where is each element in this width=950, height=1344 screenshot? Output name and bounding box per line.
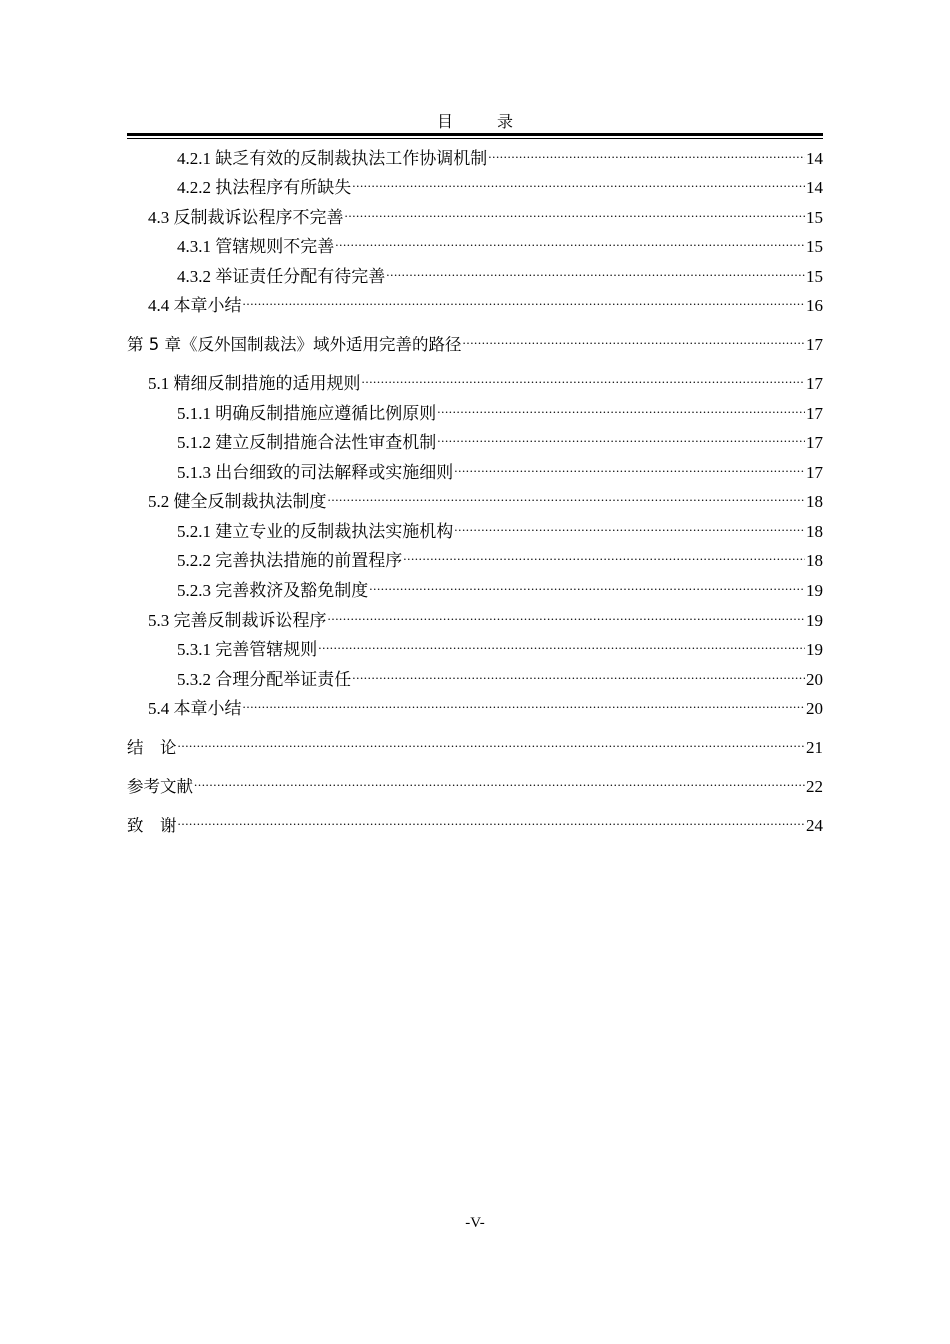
- toc-entry-page: 17: [806, 374, 823, 393]
- toc-entry-page: 24: [806, 816, 823, 835]
- toc-dot-leader: [488, 142, 805, 164]
- toc-dot-leader: [369, 574, 805, 596]
- toc-entry-title: 4.3.1 管辖规则不完善: [177, 237, 335, 256]
- toc-entry-page: 14: [806, 178, 823, 197]
- toc-dot-leader: [335, 230, 805, 252]
- toc-entry[interactable]: [127, 142, 823, 170]
- toc-dot-leader: [178, 731, 806, 753]
- toc-entry-title: 5.1.3 出台细致的司法解释或实施细则: [177, 463, 454, 482]
- page-header-title: 目 录: [436, 114, 527, 131]
- toc-dot-leader: [194, 770, 805, 792]
- toc-entry-page: 17: [806, 404, 823, 423]
- toc-entry[interactable]: [127, 809, 823, 837]
- toc-entry[interactable]: [127, 515, 823, 543]
- toc-entry-page: 18: [806, 522, 823, 541]
- toc-entry[interactable]: [127, 544, 823, 572]
- toc-entry-page: 20: [806, 670, 823, 689]
- table-of-contents: [127, 0, 823, 1344]
- toc-entry[interactable]: [127, 426, 823, 454]
- toc-entry[interactable]: [127, 731, 823, 759]
- toc-dot-leader: [437, 397, 805, 419]
- toc-entry-title: 5.2.2 完善执法措施的前置程序: [177, 551, 403, 570]
- toc-entry-title: 4.2.1 缺乏有效的反制裁执法工作协调机制: [177, 149, 488, 168]
- toc-entry-page: 15: [806, 208, 823, 227]
- toc-entry-page: 17: [806, 433, 823, 452]
- toc-dot-leader: [243, 692, 806, 714]
- toc-entry[interactable]: [127, 260, 823, 288]
- toc-entry[interactable]: [127, 663, 823, 691]
- toc-entry-title: 5.3.1 完善管辖规则: [177, 640, 318, 659]
- toc-entry-title: 4.3.2 举证责任分配有待完善: [177, 267, 386, 286]
- toc-entry-title: 4.3 反制裁诉讼程序不完善: [148, 208, 344, 227]
- toc-entry-title: 5.2.1 建立专业的反制裁执法实施机构: [177, 522, 454, 541]
- page-footer-number: -V-: [465, 1215, 485, 1231]
- toc-entry-title: 5.3.2 合理分配举证责任: [177, 670, 352, 689]
- toc-entry-page: 16: [806, 296, 823, 315]
- toc-dot-leader: [328, 604, 806, 626]
- toc-dot-leader: [328, 485, 806, 507]
- toc-entry[interactable]: [127, 692, 823, 720]
- toc-entry-page: 22: [806, 777, 823, 796]
- toc-dot-leader: [318, 633, 805, 655]
- toc-entry[interactable]: [127, 230, 823, 258]
- toc-entry-page: 14: [806, 149, 823, 168]
- toc-entry-page: 21: [806, 738, 823, 757]
- toc-entry-page: 20: [806, 699, 823, 718]
- toc-dot-leader: [463, 328, 806, 350]
- toc-entry[interactable]: [127, 604, 823, 632]
- toc-dot-leader: [352, 663, 805, 685]
- toc-entry-page: 15: [806, 237, 823, 256]
- toc-entry[interactable]: [127, 456, 823, 484]
- toc-entry[interactable]: [127, 770, 823, 798]
- toc-dot-leader: [403, 544, 805, 566]
- toc-entry[interactable]: [127, 289, 823, 317]
- toc-dot-leader: [454, 456, 805, 478]
- toc-entry-page: 18: [806, 551, 823, 570]
- toc-entry-title: 结 论: [127, 738, 177, 757]
- toc-entry-title: 第 5 章《反外国制裁法》域外适用完善的路径: [127, 335, 462, 354]
- toc-entry[interactable]: [127, 171, 823, 199]
- toc-entry-page: 19: [806, 640, 823, 659]
- toc-entry[interactable]: [127, 633, 823, 661]
- toc-entry-title: 4.2.2 执法程序有所缺失: [177, 178, 352, 197]
- toc-dot-leader: [243, 289, 806, 311]
- toc-dot-leader: [352, 171, 805, 193]
- toc-entry-title: 5.4 本章小结: [148, 699, 242, 718]
- toc-entry-title: 参考文献: [127, 777, 193, 796]
- toc-entry[interactable]: [127, 328, 823, 356]
- toc-dot-leader: [437, 426, 805, 448]
- toc-entry-page: 17: [806, 335, 823, 354]
- toc-entry-title: 致 谢: [127, 816, 177, 835]
- toc-entry[interactable]: [127, 485, 823, 513]
- toc-entry[interactable]: [127, 201, 823, 229]
- toc-dot-leader: [178, 809, 806, 831]
- toc-dot-leader: [454, 515, 805, 537]
- toc-entry[interactable]: [127, 574, 823, 602]
- toc-entry-title: 4.4 本章小结: [148, 296, 242, 315]
- toc-dot-leader: [345, 201, 806, 223]
- toc-dot-leader: [362, 367, 806, 389]
- toc-entry-page: 19: [806, 581, 823, 600]
- toc-entry-page: 17: [806, 463, 823, 482]
- toc-entry-title: 5.2.3 完善救济及豁免制度: [177, 581, 369, 600]
- toc-entry-title: 5.3 完善反制裁诉讼程序: [148, 611, 327, 630]
- toc-entry[interactable]: [127, 367, 823, 395]
- toc-dot-leader: [386, 260, 805, 282]
- toc-entry[interactable]: [127, 397, 823, 425]
- toc-entry-title: 5.2 健全反制裁执法制度: [148, 492, 327, 511]
- toc-entry-title: 5.1.2 建立反制措施合法性审查机制: [177, 433, 437, 452]
- toc-entry-title: 5.1.1 明确反制措施应遵循比例原则: [177, 404, 437, 423]
- toc-entry-page: 15: [806, 267, 823, 286]
- toc-entry-page: 18: [806, 492, 823, 511]
- toc-entry-title: 5.1 精细反制措施的适用规则: [148, 374, 361, 393]
- toc-entry-page: 19: [806, 611, 823, 630]
